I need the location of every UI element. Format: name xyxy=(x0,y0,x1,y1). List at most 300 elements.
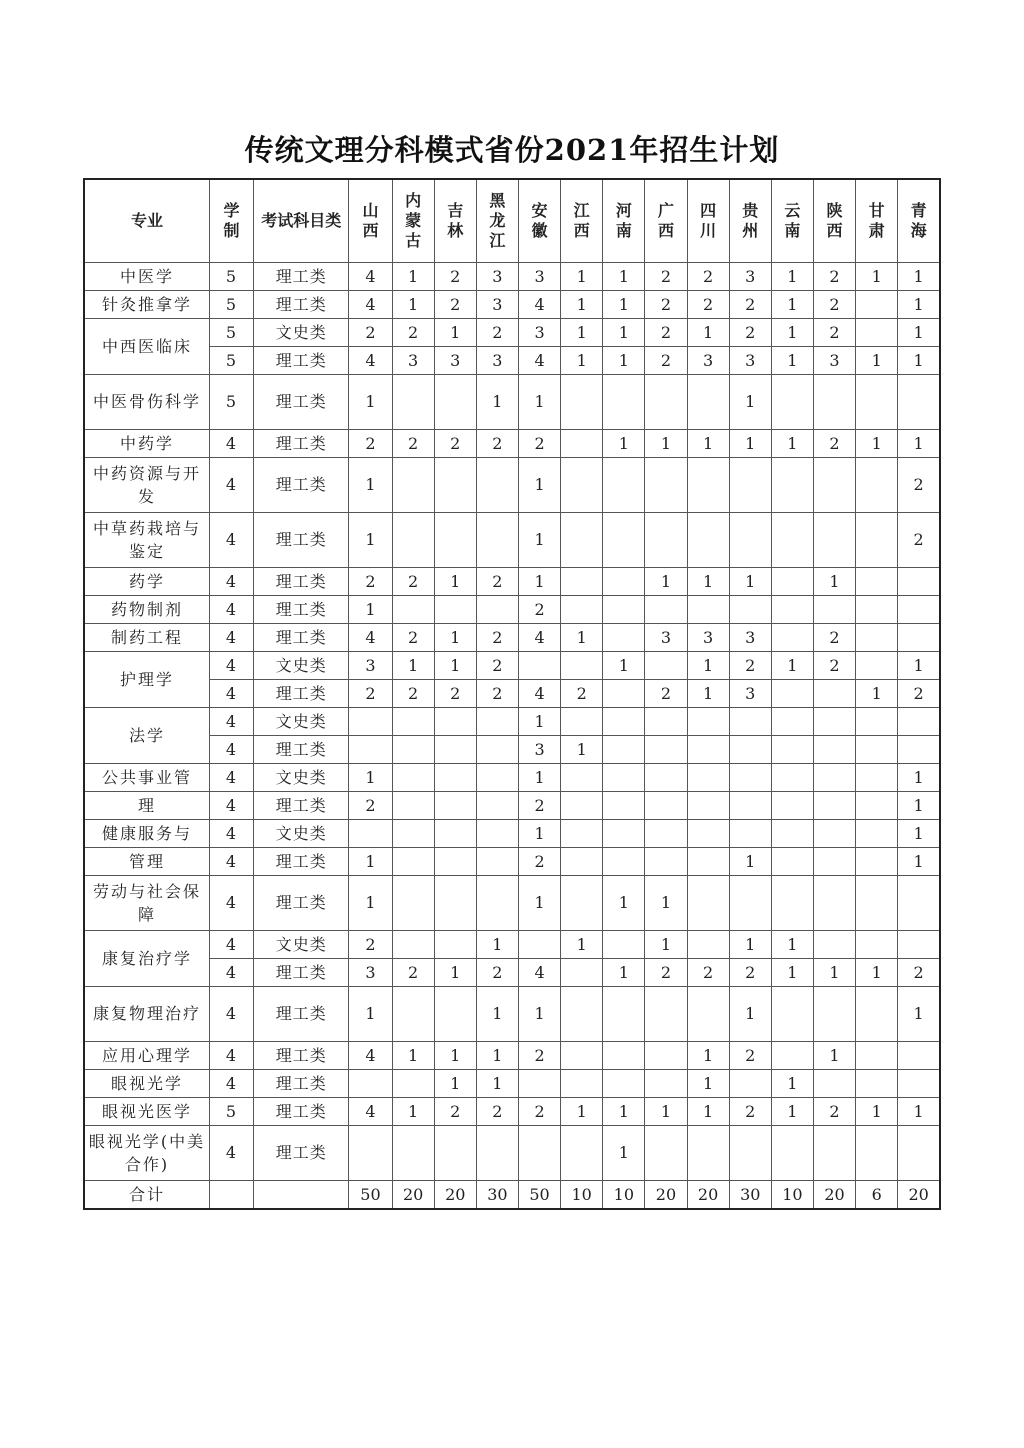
quota-cell xyxy=(729,736,771,764)
quota-cell: 2 xyxy=(813,624,855,652)
category-cell: 理工类 xyxy=(254,568,349,596)
category-cell: 理工类 xyxy=(254,375,349,430)
header-province: 内 蒙 古 xyxy=(392,179,434,263)
quota-cell: 2 xyxy=(898,458,940,513)
quota-cell: 1 xyxy=(645,430,687,458)
quota-cell xyxy=(898,568,940,596)
quota-cell: 3 xyxy=(349,959,392,987)
quota-cell xyxy=(771,596,813,624)
duration-cell: 5 xyxy=(209,347,253,375)
duration-cell: 4 xyxy=(209,959,253,987)
quota-cell xyxy=(518,652,560,680)
quota-cell xyxy=(645,764,687,792)
quota-cell xyxy=(729,792,771,820)
quota-cell xyxy=(392,820,434,848)
quota-cell xyxy=(645,596,687,624)
category-cell: 文史类 xyxy=(254,764,349,792)
quota-cell: 1 xyxy=(687,319,729,347)
quota-cell xyxy=(898,596,940,624)
table-row xyxy=(84,1070,940,1098)
quota-cell: 2 xyxy=(645,680,687,708)
quota-cell xyxy=(771,680,813,708)
total-cell: 30 xyxy=(476,1181,518,1210)
duration-cell: 4 xyxy=(209,876,253,931)
quota-cell: 1 xyxy=(898,263,940,291)
quota-cell xyxy=(603,1070,645,1098)
quota-cell xyxy=(476,708,518,736)
quota-cell: 1 xyxy=(687,680,729,708)
quota-cell xyxy=(687,820,729,848)
total-cell: 10 xyxy=(603,1181,645,1210)
quota-cell: 2 xyxy=(349,680,392,708)
total-cell: 50 xyxy=(349,1181,392,1210)
quota-cell: 1 xyxy=(898,1098,940,1126)
major-cell: 药学 xyxy=(84,568,209,596)
quota-cell: 1 xyxy=(561,347,603,375)
quota-cell: 1 xyxy=(856,680,898,708)
empty-cell xyxy=(254,1181,349,1210)
quota-cell xyxy=(771,764,813,792)
quota-cell: 1 xyxy=(729,987,771,1042)
quota-cell: 1 xyxy=(518,568,560,596)
quota-cell: 3 xyxy=(729,347,771,375)
duration-cell: 4 xyxy=(209,624,253,652)
quota-cell xyxy=(645,513,687,568)
header-province: 甘 肃 xyxy=(856,179,898,263)
quota-cell xyxy=(729,458,771,513)
quota-cell: 1 xyxy=(603,319,645,347)
duration-cell: 4 xyxy=(209,708,253,736)
quota-cell: 1 xyxy=(392,263,434,291)
quota-cell xyxy=(561,430,603,458)
quota-cell xyxy=(561,848,603,876)
table-row xyxy=(84,680,940,708)
quota-cell: 3 xyxy=(349,652,392,680)
quota-cell: 1 xyxy=(476,1042,518,1070)
quota-cell: 3 xyxy=(434,347,476,375)
quota-cell xyxy=(856,1042,898,1070)
quota-cell: 2 xyxy=(729,1098,771,1126)
quota-cell xyxy=(898,1042,940,1070)
quota-cell xyxy=(856,624,898,652)
quota-cell: 1 xyxy=(434,319,476,347)
quota-cell: 2 xyxy=(392,680,434,708)
quota-cell xyxy=(729,513,771,568)
quota-cell xyxy=(771,624,813,652)
quota-cell xyxy=(392,931,434,959)
major-cell: 药物制剂 xyxy=(84,596,209,624)
quota-cell xyxy=(856,291,898,319)
quota-cell: 2 xyxy=(687,291,729,319)
header-province: 四 川 xyxy=(687,179,729,263)
header-major: 专业 xyxy=(84,179,209,263)
quota-cell xyxy=(518,931,560,959)
category-cell: 理工类 xyxy=(254,987,349,1042)
quota-cell xyxy=(729,764,771,792)
quota-cell xyxy=(392,596,434,624)
major-cell: 应用心理学 xyxy=(84,1042,209,1070)
quota-cell: 2 xyxy=(434,263,476,291)
major-cell: 中医骨伤科学 xyxy=(84,375,209,430)
quota-cell: 2 xyxy=(476,568,518,596)
table-row xyxy=(84,430,940,458)
quota-cell xyxy=(349,1070,392,1098)
quota-cell: 2 xyxy=(349,319,392,347)
quota-cell xyxy=(645,375,687,430)
quota-cell xyxy=(518,1070,560,1098)
quota-cell: 1 xyxy=(771,430,813,458)
quota-cell xyxy=(687,736,729,764)
header-province: 安 徽 xyxy=(518,179,560,263)
quota-cell: 3 xyxy=(392,347,434,375)
quota-cell xyxy=(645,1126,687,1181)
quota-cell: 1 xyxy=(729,848,771,876)
quota-cell: 1 xyxy=(898,820,940,848)
header-province: 云 南 xyxy=(771,179,813,263)
quota-cell: 2 xyxy=(645,959,687,987)
quota-cell xyxy=(603,375,645,430)
category-cell: 文史类 xyxy=(254,319,349,347)
quota-cell xyxy=(349,736,392,764)
quota-cell: 2 xyxy=(645,347,687,375)
quota-cell xyxy=(603,624,645,652)
quota-cell xyxy=(434,1126,476,1181)
quota-cell xyxy=(687,848,729,876)
major-cell: 针灸推拿学 xyxy=(84,291,209,319)
quota-cell: 1 xyxy=(392,1098,434,1126)
quota-cell xyxy=(856,987,898,1042)
major-cell: 劳动与社会保障 xyxy=(84,876,209,931)
quota-cell xyxy=(687,931,729,959)
major-cell: 法学 xyxy=(84,708,209,764)
quota-cell: 2 xyxy=(729,652,771,680)
quota-cell xyxy=(729,596,771,624)
quota-cell: 2 xyxy=(898,680,940,708)
header-province: 陕 西 xyxy=(813,179,855,263)
quota-cell xyxy=(434,736,476,764)
quota-cell: 1 xyxy=(603,430,645,458)
quota-cell xyxy=(813,513,855,568)
table-row xyxy=(84,596,940,624)
category-cell: 理工类 xyxy=(254,263,349,291)
quota-cell xyxy=(898,736,940,764)
quota-cell xyxy=(434,876,476,931)
quota-cell: 3 xyxy=(729,680,771,708)
quota-cell: 1 xyxy=(898,347,940,375)
major-cell: 中草药栽培与鉴定 xyxy=(84,513,209,568)
table-row xyxy=(84,1042,940,1070)
quota-cell xyxy=(856,319,898,347)
category-cell: 理工类 xyxy=(254,430,349,458)
quota-cell xyxy=(856,375,898,430)
quota-cell xyxy=(856,1126,898,1181)
major-cell: 护理学 xyxy=(84,652,209,708)
quota-cell: 1 xyxy=(434,624,476,652)
quota-cell: 1 xyxy=(898,792,940,820)
quota-cell: 1 xyxy=(645,876,687,931)
quota-cell xyxy=(813,1126,855,1181)
quota-cell xyxy=(392,876,434,931)
table-row xyxy=(84,375,940,430)
quota-cell: 1 xyxy=(518,458,560,513)
quota-cell: 1 xyxy=(771,347,813,375)
major-cell: 健康服务与 xyxy=(84,820,209,848)
quota-cell xyxy=(813,736,855,764)
quota-cell: 2 xyxy=(518,792,560,820)
quota-cell xyxy=(898,1126,940,1181)
quota-cell xyxy=(771,736,813,764)
quota-cell xyxy=(856,931,898,959)
quota-cell xyxy=(813,1070,855,1098)
quota-cell: 1 xyxy=(603,876,645,931)
quota-cell xyxy=(856,848,898,876)
quota-cell: 3 xyxy=(687,347,729,375)
quota-cell: 1 xyxy=(434,1070,476,1098)
quota-cell: 3 xyxy=(687,624,729,652)
header-province: 广 西 xyxy=(645,179,687,263)
duration-cell: 4 xyxy=(209,987,253,1042)
quota-cell: 3 xyxy=(476,347,518,375)
quota-cell: 2 xyxy=(392,430,434,458)
header-province: 贵 州 xyxy=(729,179,771,263)
quota-cell: 1 xyxy=(434,959,476,987)
quota-cell: 1 xyxy=(645,568,687,596)
quota-cell xyxy=(434,820,476,848)
quota-cell xyxy=(856,596,898,624)
category-cell: 文史类 xyxy=(254,931,349,959)
quota-cell: 1 xyxy=(898,764,940,792)
quota-cell: 1 xyxy=(392,291,434,319)
quota-cell: 1 xyxy=(898,430,940,458)
quota-cell xyxy=(603,848,645,876)
quota-cell: 1 xyxy=(771,931,813,959)
quota-cell: 2 xyxy=(434,680,476,708)
duration-cell: 4 xyxy=(209,736,253,764)
category-cell: 理工类 xyxy=(254,876,349,931)
quota-cell xyxy=(645,652,687,680)
category-cell: 理工类 xyxy=(254,1098,349,1126)
table-row xyxy=(84,568,940,596)
category-cell: 文史类 xyxy=(254,820,349,848)
category-cell: 理工类 xyxy=(254,1126,349,1181)
quota-cell xyxy=(476,820,518,848)
quota-cell xyxy=(813,375,855,430)
quota-cell: 1 xyxy=(813,568,855,596)
table-row xyxy=(84,1098,940,1126)
quota-cell xyxy=(898,876,940,931)
quota-cell xyxy=(771,792,813,820)
quota-cell xyxy=(856,876,898,931)
quota-cell: 1 xyxy=(561,931,603,959)
quota-cell xyxy=(434,931,476,959)
quota-cell xyxy=(603,1042,645,1070)
quota-cell: 2 xyxy=(813,263,855,291)
duration-cell: 4 xyxy=(209,931,253,959)
table-row xyxy=(84,931,940,959)
quota-cell: 2 xyxy=(687,263,729,291)
quota-cell: 1 xyxy=(729,568,771,596)
quota-cell: 1 xyxy=(349,764,392,792)
quota-cell: 1 xyxy=(349,513,392,568)
table-row xyxy=(84,624,940,652)
quota-cell: 1 xyxy=(603,291,645,319)
quota-cell xyxy=(476,736,518,764)
duration-cell: 4 xyxy=(209,458,253,513)
header-province: 河 南 xyxy=(603,179,645,263)
quota-cell: 3 xyxy=(476,291,518,319)
quota-cell: 1 xyxy=(729,931,771,959)
quota-cell: 3 xyxy=(645,624,687,652)
major-cell: 中药资源与开发 xyxy=(84,458,209,513)
quota-cell: 4 xyxy=(349,624,392,652)
duration-cell: 4 xyxy=(209,820,253,848)
header-province: 吉 林 xyxy=(434,179,476,263)
quota-cell: 3 xyxy=(476,263,518,291)
quota-cell: 4 xyxy=(349,263,392,291)
quota-cell xyxy=(392,764,434,792)
quota-cell: 2 xyxy=(813,319,855,347)
quota-cell: 1 xyxy=(687,430,729,458)
quota-cell: 4 xyxy=(518,347,560,375)
category-cell: 理工类 xyxy=(254,1070,349,1098)
quota-cell: 1 xyxy=(898,291,940,319)
quota-cell: 1 xyxy=(771,263,813,291)
quota-cell: 2 xyxy=(392,568,434,596)
quota-cell xyxy=(561,959,603,987)
quota-cell: 2 xyxy=(349,430,392,458)
table-row xyxy=(84,291,940,319)
major-cell: 康复治疗学 xyxy=(84,931,209,987)
category-cell: 文史类 xyxy=(254,652,349,680)
total-cell: 50 xyxy=(518,1181,560,1210)
quota-cell: 1 xyxy=(518,764,560,792)
quota-cell xyxy=(561,876,603,931)
quota-cell: 2 xyxy=(434,430,476,458)
quota-cell xyxy=(645,792,687,820)
category-cell: 理工类 xyxy=(254,596,349,624)
quota-cell xyxy=(771,876,813,931)
quota-cell: 2 xyxy=(898,959,940,987)
quota-cell xyxy=(856,792,898,820)
quota-cell: 1 xyxy=(561,319,603,347)
total-cell: 30 xyxy=(729,1181,771,1210)
quota-cell: 1 xyxy=(349,848,392,876)
duration-cell: 4 xyxy=(209,652,253,680)
table-row xyxy=(84,319,940,347)
quota-cell xyxy=(392,1070,434,1098)
quota-cell: 1 xyxy=(898,987,940,1042)
quota-cell xyxy=(771,820,813,848)
quota-cell xyxy=(349,820,392,848)
quota-cell: 2 xyxy=(476,1098,518,1126)
quota-cell: 2 xyxy=(434,291,476,319)
quota-cell xyxy=(349,1126,392,1181)
quota-cell xyxy=(645,987,687,1042)
quota-cell: 4 xyxy=(349,1098,392,1126)
quota-cell xyxy=(771,848,813,876)
quota-cell xyxy=(476,458,518,513)
duration-cell: 4 xyxy=(209,1042,253,1070)
quota-cell: 1 xyxy=(687,1098,729,1126)
quota-cell: 4 xyxy=(518,291,560,319)
quota-cell xyxy=(813,708,855,736)
total-cell: 20 xyxy=(898,1181,940,1210)
quota-cell xyxy=(645,708,687,736)
total-cell: 6 xyxy=(856,1181,898,1210)
duration-cell: 5 xyxy=(209,375,253,430)
quota-cell: 4 xyxy=(349,1042,392,1070)
quota-cell xyxy=(898,1070,940,1098)
quota-cell: 1 xyxy=(476,1070,518,1098)
quota-cell: 1 xyxy=(349,876,392,931)
quota-cell: 2 xyxy=(434,1098,476,1126)
quota-cell: 1 xyxy=(729,430,771,458)
table-row xyxy=(84,959,940,987)
quota-cell: 3 xyxy=(518,736,560,764)
quota-cell xyxy=(729,708,771,736)
category-cell: 理工类 xyxy=(254,1042,349,1070)
quota-cell: 1 xyxy=(349,375,392,430)
total-cell: 20 xyxy=(392,1181,434,1210)
major-cell: 公共事业管 xyxy=(84,764,209,792)
quota-cell xyxy=(813,680,855,708)
quota-cell xyxy=(392,987,434,1042)
quota-cell: 2 xyxy=(476,319,518,347)
quota-cell xyxy=(561,1126,603,1181)
total-label: 合计 xyxy=(84,1181,209,1210)
quota-cell: 1 xyxy=(813,1042,855,1070)
quota-cell xyxy=(645,820,687,848)
quota-cell: 1 xyxy=(561,291,603,319)
quota-cell: 1 xyxy=(856,959,898,987)
total-cell: 20 xyxy=(434,1181,476,1210)
quota-cell: 1 xyxy=(813,959,855,987)
total-cell: 10 xyxy=(771,1181,813,1210)
quota-cell: 1 xyxy=(898,848,940,876)
table-row xyxy=(84,848,940,876)
quota-cell: 1 xyxy=(771,1098,813,1126)
quota-cell xyxy=(771,708,813,736)
quota-cell: 2 xyxy=(518,1098,560,1126)
category-cell: 理工类 xyxy=(254,736,349,764)
quota-cell: 1 xyxy=(856,347,898,375)
quota-cell: 1 xyxy=(518,987,560,1042)
quota-cell xyxy=(603,792,645,820)
quota-cell xyxy=(392,1126,434,1181)
table-row xyxy=(84,820,940,848)
total-cell: 20 xyxy=(645,1181,687,1210)
header-duration: 学 制 xyxy=(209,179,253,263)
quota-cell xyxy=(771,987,813,1042)
quota-cell: 1 xyxy=(561,1098,603,1126)
quota-cell: 1 xyxy=(856,1098,898,1126)
quota-cell: 1 xyxy=(771,319,813,347)
quota-cell: 1 xyxy=(687,1070,729,1098)
quota-cell xyxy=(645,848,687,876)
major-cell: 康复物理治疗 xyxy=(84,987,209,1042)
quota-cell: 2 xyxy=(476,624,518,652)
quota-cell xyxy=(603,820,645,848)
quota-cell: 2 xyxy=(813,652,855,680)
quota-cell: 1 xyxy=(349,987,392,1042)
quota-cell xyxy=(434,458,476,513)
major-cell: 中医学 xyxy=(84,263,209,291)
quota-cell: 1 xyxy=(561,736,603,764)
duration-cell: 5 xyxy=(209,291,253,319)
quota-cell: 4 xyxy=(349,291,392,319)
quota-cell xyxy=(856,1070,898,1098)
quota-cell: 2 xyxy=(645,319,687,347)
